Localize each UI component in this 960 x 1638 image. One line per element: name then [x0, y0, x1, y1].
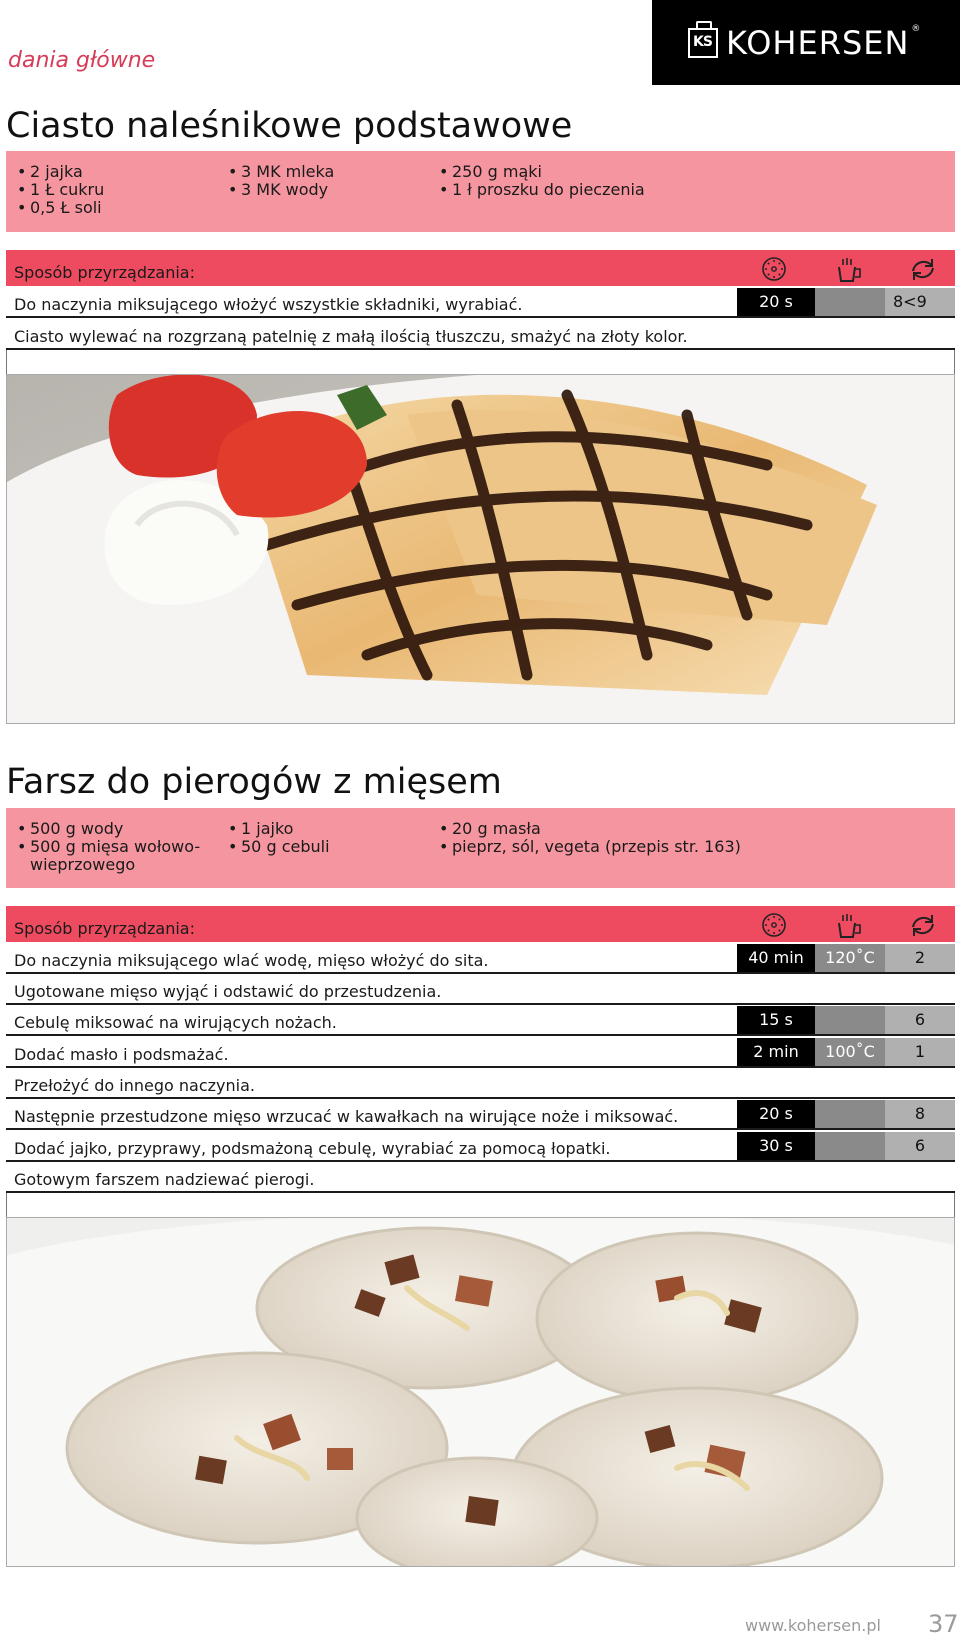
step-speed: 6: [885, 1006, 955, 1034]
ingredient: • 500 g wody: [14, 820, 204, 838]
ingredients-box: [6, 151, 955, 232]
step-temperature: 100˚C: [815, 1038, 885, 1066]
ingredients-column: [225, 163, 334, 199]
rotation-arrows-icon: [909, 255, 937, 283]
method-label: Sposób przyrządzania:: [14, 919, 195, 938]
method-step: Cebulę miksować na wirujących nożach. 15 s 6: [6, 1006, 955, 1036]
method-step: Gotowym farszem nadziewać pierogi.: [6, 1163, 955, 1193]
step-speed: 1: [885, 1038, 955, 1066]
pierogi-photo: [6, 1217, 955, 1567]
clock-dial-icon: [760, 911, 788, 939]
step-time: 20 s: [735, 1100, 815, 1128]
brand-name: KOHERSEN: [726, 23, 910, 62]
method-header: [6, 250, 955, 286]
ingredient: • 1 ł proszku do pieczenia: [436, 181, 645, 199]
step-time: 30 s: [735, 1132, 815, 1160]
ingredient: • 1 jajko: [225, 820, 330, 838]
pancakes-photo: [6, 374, 955, 724]
ingredient: • 250 g mąki: [436, 163, 645, 181]
method-label: Sposób przyrządzania:: [14, 263, 195, 282]
ingredients-box: [6, 808, 955, 888]
ingredient: • pieprz, sól, vegeta (przepis str. 163): [436, 838, 741, 856]
ingredients-column: [436, 820, 741, 856]
method-step: Do naczynia miksującego wlać wodę, mięso włożyć do sita. 40 min 120˚C 2: [6, 944, 955, 974]
method-step: Ugotowane mięso wyjąć i odstawić do przestudzenia.: [6, 975, 955, 1005]
step-time: 40 min: [735, 944, 815, 972]
thermo-pot-icon: [835, 911, 863, 939]
ingredient: • 20 g masła: [436, 820, 741, 838]
website-link[interactable]: www.kohersen.pl: [745, 1616, 881, 1635]
method-step: Ciasto wylewać na rozgrzaną patelnię z małą ilością tłuszczu, smażyć na złoty kolor.: [6, 320, 955, 350]
blank-row: [6, 350, 955, 376]
step-time: 20 s: [735, 288, 815, 316]
step-speed: 8<9: [885, 288, 955, 316]
clock-dial-icon: [760, 255, 788, 283]
ingredient: • 3 MK mleka: [225, 163, 334, 181]
step-temperature: [815, 288, 885, 316]
method-step: Dodać masło i podsmażać. 2 min 100˚C 1: [6, 1038, 955, 1068]
method-step: Następnie przestudzone mięso wrzucać w kawałkach na wirujące noże i miksować. 20 s 8: [6, 1100, 955, 1130]
thermo-pot-icon: [835, 255, 863, 283]
ingredients-column: [14, 820, 204, 874]
ingredient: • 0,5 Ł soli: [14, 199, 104, 217]
step-temperature: 120˚C: [815, 944, 885, 972]
step-speed: 6: [885, 1132, 955, 1160]
ingredients-column: [436, 163, 645, 199]
ingredient: • 3 MK wody: [225, 181, 334, 199]
method-step: Przełożyć do innego naczynia.: [6, 1069, 955, 1099]
ingredient: • 1 Ł cukru: [14, 181, 104, 199]
method-step: Do naczynia miksującego włożyć wszystkie składniki, wyrabiać. 20 s 8<9: [6, 288, 955, 318]
method-step: Dodać jajko, przyprawy, podsmażoną cebulę, wyrabiać za pomocą łopatki. 30 s 6: [6, 1132, 955, 1162]
ingredients-column: [225, 820, 330, 856]
step-time: 15 s: [735, 1006, 815, 1034]
ingredient: • 50 g cebuli: [225, 838, 330, 856]
recipe-title: Ciasto naleśnikowe podstawowe: [6, 106, 573, 146]
ingredient: • 2 jajka: [14, 163, 104, 181]
rotation-arrows-icon: [909, 911, 937, 939]
recipe-title: Farsz do pierogów z mięsem: [6, 762, 502, 802]
step-temperature: [815, 1100, 885, 1128]
step-time: 2 min: [735, 1038, 815, 1066]
step-temperature: [815, 1132, 885, 1160]
page-number: 37: [928, 1610, 959, 1638]
step-speed: 2: [885, 944, 955, 972]
brand-logo: [652, 0, 960, 85]
brand-mark-icon: KS: [688, 28, 718, 58]
category-label: dania główne: [8, 48, 156, 73]
method-header: [6, 906, 955, 942]
step-temperature: [815, 1006, 885, 1034]
blank-row: [6, 1193, 955, 1219]
ingredients-column: [14, 163, 104, 217]
ingredient: • 500 g mięsa wołowo-wieprzowego: [14, 838, 204, 874]
step-speed: 8: [885, 1100, 955, 1128]
registered-mark: ®: [911, 24, 921, 34]
